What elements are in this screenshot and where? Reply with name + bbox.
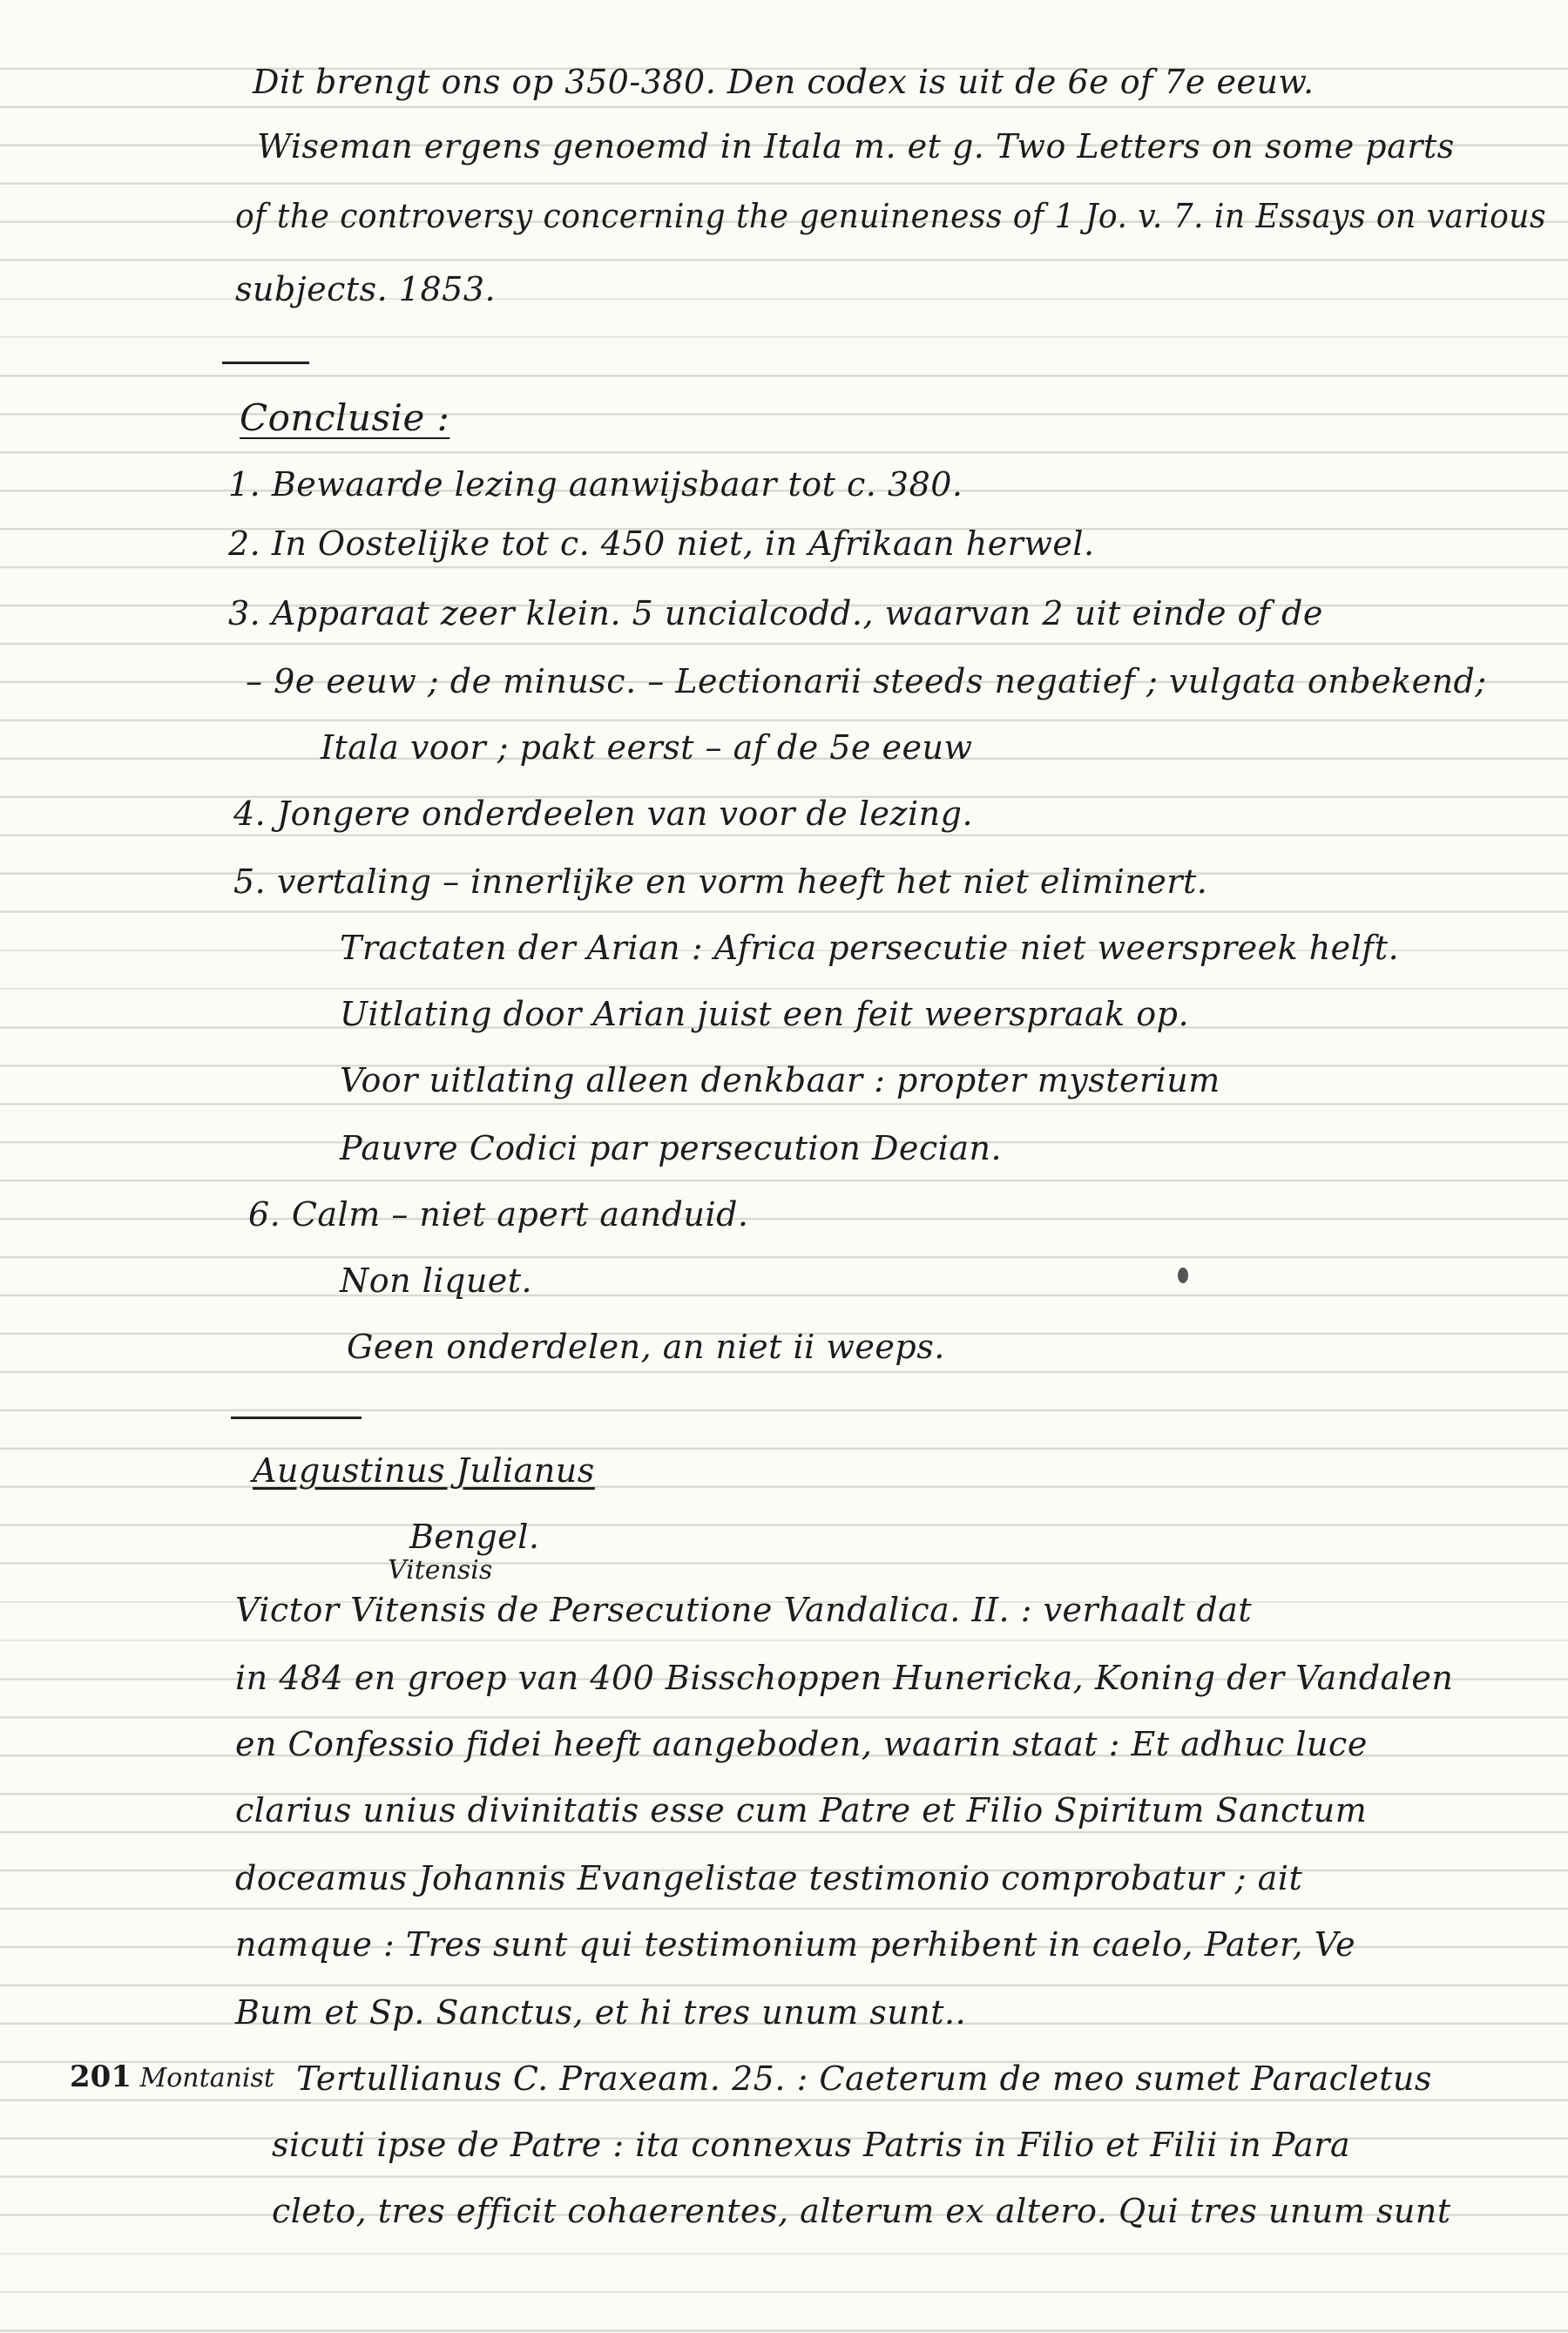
- list-item-continuation: Pauvre Codici par persecution Decian.: [340, 1129, 1003, 1167]
- list-item: 1. Bewaarde lezing aanwijsbaar tot c. 380.: [228, 465, 963, 504]
- author-note: Augustinus Julianus: [253, 1451, 595, 1490]
- list-item-continuation: Non liquet.: [340, 1261, 533, 1300]
- text-line: Wiseman ergens genoemd in Itala m. et g. Two Letters on some parts: [257, 127, 1455, 166]
- section-divider: [231, 1417, 362, 1419]
- text-line: en Confessio fidei heeft aangeboden, waarin staat : Et adhuc luce: [235, 1725, 1368, 1763]
- list-item-continuation: Geen onderdelen, an niet ii weeps.: [347, 1328, 945, 1366]
- list-item-continuation: – 9e eeuw ; de minusc. – Lectionarii steeds negatief ; vulgata onbekend;: [246, 662, 1487, 700]
- list-item-continuation: Uitlating door Arian juist een feit weerspraak op.: [340, 995, 1190, 1033]
- text-line: clarius unius divinitatis esse cum Patre et Filio Spiritum Sanctum: [235, 1791, 1368, 1829]
- text-line: sicuti ipse de Patre : ita connexus Patris in Filio et Filii in Para: [272, 2126, 1351, 2164]
- section-divider: [222, 362, 309, 364]
- text-line: in 484 en groep van 400 Bisschoppen Hunericka, Koning der Vandalen: [235, 1659, 1454, 1697]
- text-line: Victor Vitensis de Persecutione Vandalica. II. : verhaalt dat: [235, 1591, 1253, 1629]
- list-item: 4. Jongere onderdeelen van voor de lezing.: [233, 795, 974, 833]
- list-item-continuation: Voor uitlating alleen denkbaar : propter mysterium: [340, 1061, 1220, 1099]
- list-item-continuation: Itala voor ; pakt eerst – af de 5e eeuw: [321, 728, 973, 767]
- text-line: Bum et Sp. Sanctus, et hi tres unum sunt..: [235, 1993, 967, 2032]
- text-line: doceamus Johannis Evangelistae testimonio comprobatur ; ait: [235, 1859, 1303, 1897]
- margin-number: 201: [70, 2059, 132, 2094]
- margin-note: [70, 2061, 274, 2094]
- text-line: Dit brengt ons op 350-380. Den codex is uit de 6e of 7e eeuw.: [253, 63, 1315, 101]
- list-item: 2. In Oostelijke tot c. 450 niet, in Afrikaan herwel.: [228, 524, 1095, 563]
- list-item: 5. vertaling – innerlijke en vorm heeft het niet eliminert.: [233, 862, 1208, 901]
- list-item: 3. Apparaat zeer klein. 5 uncialcodd., waarvan 2 uit einde of de: [228, 594, 1323, 632]
- text-line: namque : Tres sunt qui testimonium perhibent in caelo, Pater, Ve: [235, 1925, 1356, 1964]
- interlinear-insertion: Vitensis: [388, 1555, 493, 1586]
- author-note: Bengel.: [409, 1518, 540, 1556]
- section-heading: Conclusie :: [240, 396, 450, 439]
- ink-blot: [1178, 1268, 1188, 1283]
- text-line: of the controversy concerning the genuineness of 1 Jo. v. 7. in Essays on various: [235, 197, 1546, 235]
- text-line: Tertullianus C. Praxeam. 25. : Caeterum de meo sumet Paracletus: [296, 2059, 1432, 2098]
- text-line: subjects. 1853.: [235, 270, 497, 308]
- margin-word: Montanist: [139, 2063, 274, 2093]
- list-item-continuation: Tractaten der Arian : Africa persecutie niet weerspreek helft.: [340, 929, 1400, 967]
- text-line: cleto, tres efficit cohaerentes, alterum ex altero. Qui tres unum sunt: [272, 2192, 1451, 2230]
- list-item: 6. Calm – niet apert aanduid.: [248, 1195, 749, 1234]
